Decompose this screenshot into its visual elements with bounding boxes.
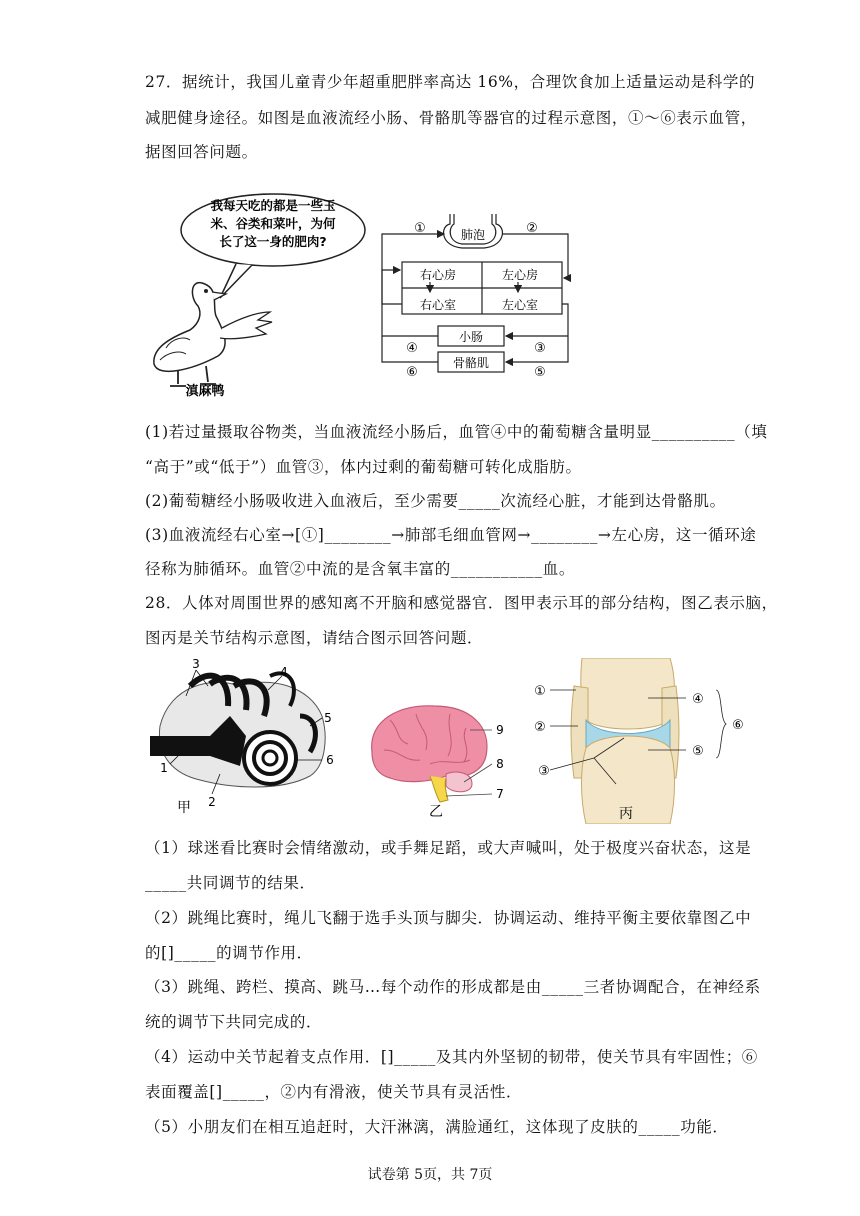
joint-label-6: ⑥: [732, 718, 744, 733]
joint-label-3: ③: [538, 764, 550, 779]
ear-caption: 甲: [177, 800, 191, 816]
q27-question-3b: 径称为肺循环。血管②中流的是含氧丰富的___________血。: [145, 560, 575, 578]
vessel-label-5: ⑤: [534, 365, 546, 380]
ear-structure-figure: [150, 656, 346, 816]
joint-label-5: ⑤: [692, 744, 704, 759]
brain-label-9: 9: [496, 723, 504, 737]
q27-intro-line-3: 据图回答问题。: [145, 143, 258, 161]
ear-label-2: 2: [208, 795, 216, 809]
right-atrium-label: 右心房: [419, 268, 457, 282]
q27-intro-line-1: 27．据统计，我国儿童青少年超重肥胖率高达 16%，合理饮食加上适量运动是科学的: [145, 73, 756, 91]
vessel-label-6: ⑥: [406, 365, 418, 380]
ear-label-5: 5: [324, 711, 332, 725]
small-intestine-label: 小肠: [458, 330, 484, 344]
q28-intro-line-2: 图丙是关节结构示意图，请结合图示回答问题．: [145, 629, 484, 647]
ear-label-3: 3: [192, 657, 200, 671]
joint-caption: 丙: [619, 806, 633, 822]
q28-question-2b: 的[]_____的调节作用．: [145, 944, 313, 962]
q28-intro-line-1: 28．人体对周围世界的感知离不开脑和感觉器官．图甲表示耳的部分结构，图乙表示脑，: [145, 594, 778, 612]
brain-label-7: 7: [496, 787, 504, 801]
brain-label-8: 8: [496, 757, 504, 771]
q27-question-1b: “高于”或“低于”）血管③，体内过剩的葡萄糖可转化成脂肪。: [145, 458, 582, 476]
q28-question-1b: _____共同调节的结果．: [145, 874, 316, 892]
circulation-diagram: [378, 208, 574, 380]
joint-label-1: ①: [534, 684, 546, 699]
ear-label-6: 6: [326, 753, 334, 767]
q27-question-1a: (1)若过量摄取谷物类，当血液流经小肠后，血管④中的葡萄糖含量明显__________（填: [145, 423, 768, 441]
ear-label-4: 4: [280, 665, 288, 679]
brain-caption: 乙: [429, 804, 443, 820]
left-atrium-label: 左心房: [501, 268, 539, 282]
q28-question-3a: （3）跳绳、跨栏、摸高、跳马…每个动作的形成都是由_____三者协调配合，在神经系: [145, 978, 761, 996]
brain-figure: [360, 700, 520, 825]
vessel-label-3: ③: [534, 341, 546, 356]
duck-speech-line-2: 米、谷类和菜叶，为何: [210, 216, 336, 231]
page-footer: 试卷第 5页，共 7页: [367, 1167, 493, 1183]
ear-label-1: 1: [160, 761, 168, 775]
q28-question-3b: 统的调节下共同完成的．: [145, 1013, 323, 1031]
q27-question-2: (2)葡萄糖经小肠吸收进入血液后，至少需要_____次流经心脏，才能到达骨骼肌。: [145, 492, 726, 510]
duck-caption: 滇麻鸭: [185, 384, 225, 399]
vessel-label-1: ①: [414, 221, 426, 236]
q27-intro-line-2: 减肥健身途径。如图是血液流经小肠、骨骼肌等器官的过程示意图，①～⑥表示血管，: [145, 109, 757, 127]
q28-question-1a: （1）球迷看比赛时会情绪激动，或手舞足蹈，或大声喊叫，处于极度兴奋状态，这是: [145, 839, 752, 857]
alveolus-label: 肺泡: [460, 228, 486, 242]
q28-question-4b: 表面覆盖[]_____，②内有滑液，使关节具有灵活性．: [145, 1083, 523, 1101]
duck-illustration: [140, 188, 380, 400]
right-ventricle-label: 右心室: [419, 298, 457, 312]
q28-question-4a: （4）运动中关节起着支点作用．[]_____及其内外坚韧的韧带，使关节具有牢固性；⑥: [145, 1048, 758, 1066]
skeletal-muscle-label: 骨骼肌: [452, 356, 490, 370]
vessel-label-2: ②: [526, 221, 538, 236]
joint-label-2: ②: [534, 720, 546, 735]
joint-label-4: ④: [692, 692, 704, 707]
duck-speech-line-1: 我每天吃的都是一些玉: [210, 198, 336, 213]
vessel-label-4: ④: [406, 341, 418, 356]
left-ventricle-label: 左心室: [501, 298, 539, 312]
q27-question-3a: (3)血液流经右心室→[①]________→肺部毛细血管网→________→左心房，这一循环途: [145, 526, 757, 544]
q28-question-2a: （2）跳绳比赛时，绳儿飞翻于选手头顶与脚尖．协调运动、维持平衡主要依靠图乙中: [145, 909, 752, 927]
q28-question-5: （5）小朋友们在相互追赶时，大汗淋漓，满脸通红，这体现了皮肤的_____功能．: [145, 1118, 729, 1136]
duck-speech-line-3: 长了这一身的肥肉?: [219, 234, 327, 249]
joint-figure: [530, 658, 770, 824]
